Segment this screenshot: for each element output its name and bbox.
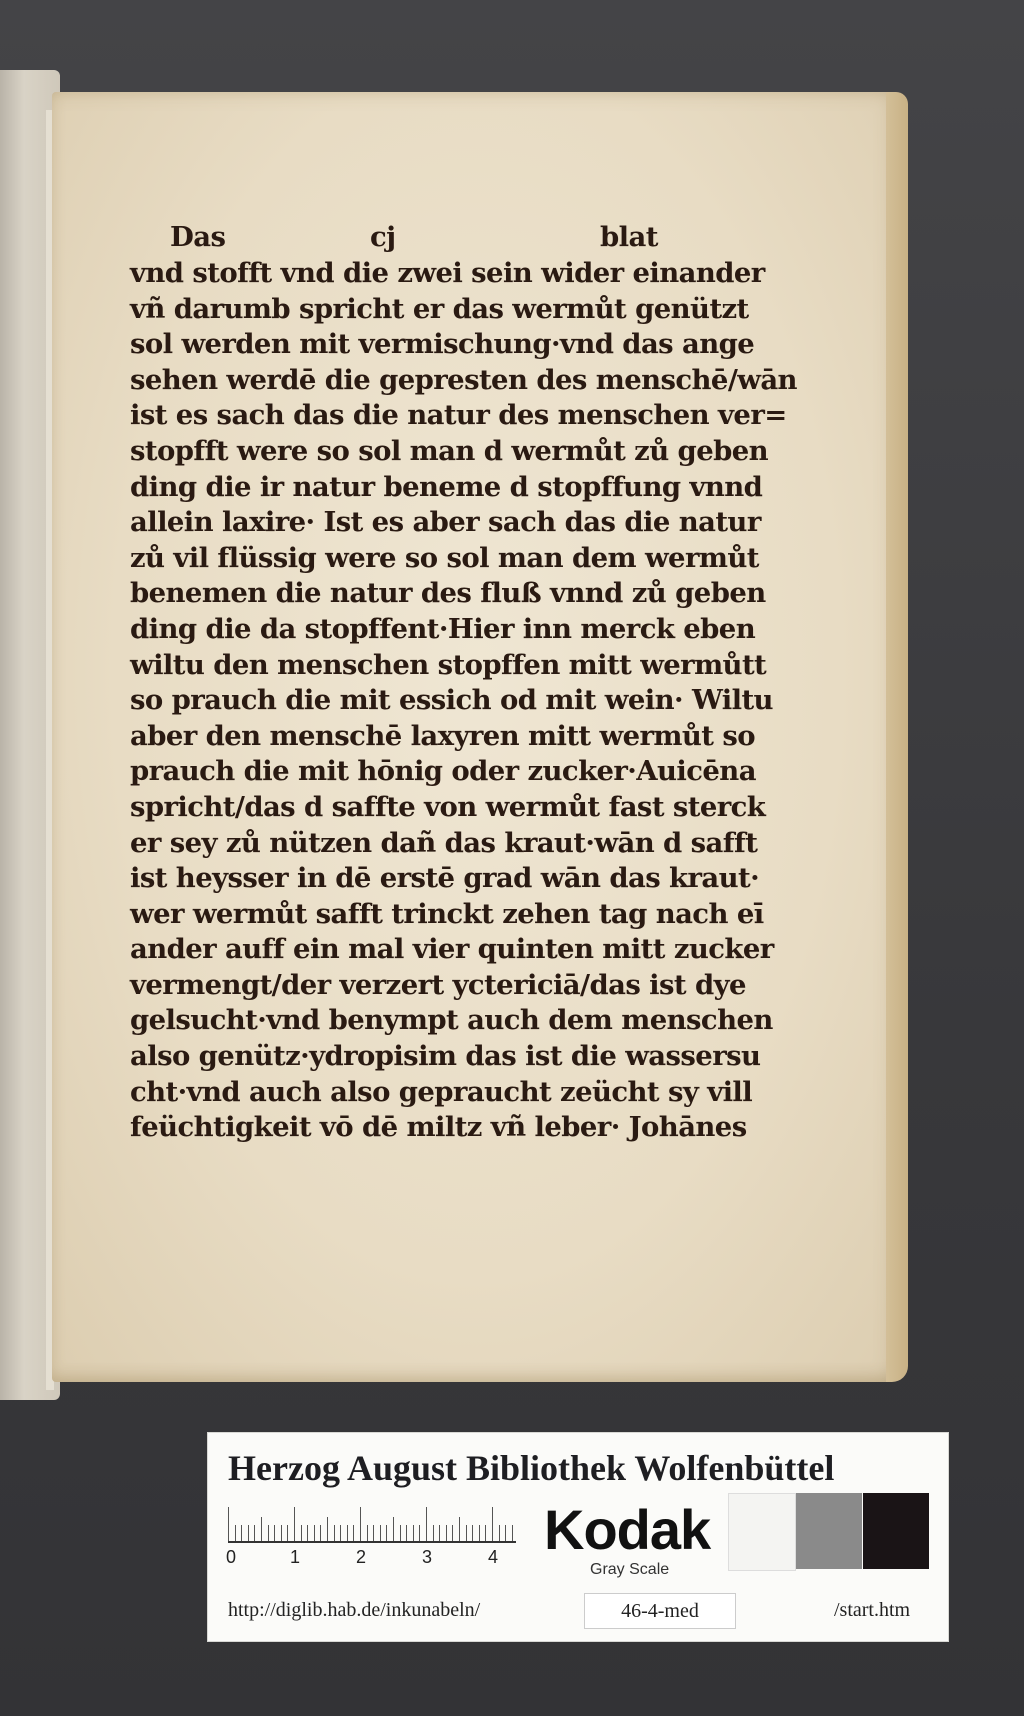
- text-line: allein laxire· Ist es aber sach das die natur: [130, 506, 761, 539]
- text-line: benemen die natur des fluß vnnd zů geben: [130, 577, 766, 610]
- text-line: cht·vnd auch also gepraucht zeücht sy vill: [130, 1075, 753, 1108]
- ruler-number: 3: [422, 1547, 433, 1567]
- ruler-tick: [380, 1525, 381, 1541]
- ruler-tick: [254, 1525, 255, 1541]
- folio-number: cj: [370, 221, 396, 253]
- page-text: [130, 220, 797, 1146]
- ruler-tick: [307, 1525, 308, 1541]
- ruler-number: 2: [356, 1547, 367, 1567]
- text-line: also genütz·ydropisim das ist die wassersu: [130, 1040, 761, 1073]
- ruler-tick: [459, 1517, 460, 1541]
- url-shelfmark: 46-4-med: [584, 1593, 736, 1629]
- text-line: feüchtigkeit vō dē miltz vñ leber· Johānes: [130, 1111, 747, 1144]
- ruler-tick: [472, 1525, 473, 1541]
- ruler-tick: [400, 1525, 401, 1541]
- text-line: ist es sach das die natur des menschen ver=: [130, 399, 787, 432]
- ruler-tick: [452, 1525, 453, 1541]
- white-swatch: [728, 1493, 796, 1571]
- ruler-tick: [314, 1525, 315, 1541]
- text-line: wer wermůt safft trinckt zehen tag nach eī: [130, 897, 764, 930]
- text-line: ist heysser in dē erstē grad wān das kraut·: [130, 862, 760, 895]
- header-left: Das: [170, 221, 226, 253]
- gray-swatch: [796, 1493, 862, 1569]
- text-line: so prauch die mit essich od mit wein· Wiltu: [130, 684, 773, 717]
- ruler-tick: [340, 1525, 341, 1541]
- text-line: gelsucht·vnd benympt auch dem menschen: [130, 1004, 773, 1037]
- gray-scale-label: Gray Scale: [590, 1561, 670, 1578]
- text-line: ding die ir natur beneme d stopffung vnnd: [130, 470, 763, 503]
- ruler-tick: [439, 1525, 440, 1541]
- ruler-tick: [241, 1525, 242, 1541]
- ruler-tick: [406, 1525, 407, 1541]
- ruler-tick: [386, 1525, 387, 1541]
- text-line: vñ darumb spricht er das wermůt genützt: [130, 292, 749, 325]
- kodak-logo: Kodak: [544, 1498, 711, 1561]
- ruler-tick: [413, 1525, 414, 1541]
- ruler-tick: [334, 1525, 335, 1541]
- ruler-tick: [485, 1525, 486, 1541]
- text-line: vnd stofft vnd die zwei sein wider einander: [130, 257, 765, 289]
- ruler-number: 0: [226, 1547, 237, 1567]
- book-page: [52, 92, 902, 1382]
- url-row: [208, 1593, 948, 1633]
- ruler-tick: [499, 1525, 500, 1541]
- text-line: aber den menschē laxyren mitt wermůt so: [130, 719, 755, 752]
- ruler-tick: [512, 1525, 513, 1541]
- ruler-tick: [287, 1525, 288, 1541]
- text-line: vermengt/der verzert yctericiā/das ist dye: [130, 968, 746, 1001]
- measurement-ruler: [228, 1507, 528, 1565]
- url-suffix: /start.htm: [834, 1599, 911, 1621]
- color-target-card: [207, 1432, 949, 1642]
- ruler-tick: [274, 1525, 275, 1541]
- ruler-tick: [419, 1525, 420, 1541]
- ruler-tick: [426, 1507, 427, 1541]
- ruler-tick: [373, 1525, 374, 1541]
- text-line: stopfft were so sol man d wermůt zů geben: [130, 434, 769, 467]
- ruler-number: 1: [290, 1547, 301, 1567]
- ruler-tick: [294, 1507, 295, 1541]
- ruler-tick: [466, 1525, 467, 1541]
- black-swatch: [863, 1493, 929, 1569]
- text-line: ander auff ein mal vier quinten mitt zucker: [130, 933, 774, 966]
- ruler-tick: [433, 1525, 434, 1541]
- text-line: er sey zů nützen dañ das kraut·wān d safft: [130, 826, 758, 859]
- ruler-tick: [367, 1525, 368, 1541]
- library-name: Herzog August Bibliothek Wolfenbüttel: [228, 1448, 835, 1488]
- text-line: zů vil flüssig were so sol man dem wermůt: [130, 541, 759, 574]
- ruler-tick: [281, 1525, 282, 1541]
- text-line: prauch die mit hōnig oder zucker·Auicēna: [130, 755, 756, 788]
- ruler-tick: [446, 1525, 447, 1541]
- ruler-tick: [393, 1517, 394, 1541]
- url-base: http://diglib.hab.de/inkunabeln/: [228, 1599, 481, 1621]
- ruler-tick: [327, 1517, 328, 1541]
- ruler-tick: [492, 1507, 493, 1541]
- text-line: sol werden mit vermischung·vnd das ange: [130, 328, 755, 361]
- ruler-baseline: [228, 1541, 516, 1543]
- text-line: sehen werdē die gepresten des menschē/wān: [130, 363, 797, 396]
- text-line: wiltu den menschen stopffen mitt wermůtt: [130, 648, 767, 681]
- ruler-tick: [320, 1525, 321, 1541]
- ruler-tick: [479, 1525, 480, 1541]
- text-line: ding die da stopffent·Hier inn merck eben: [130, 612, 756, 645]
- page-edge-curl: [886, 92, 908, 1382]
- ruler-tick: [228, 1507, 229, 1541]
- running-header: [130, 220, 750, 256]
- ruler-number: 4: [488, 1547, 499, 1567]
- ruler-tick: [248, 1525, 249, 1541]
- header-right: blat: [600, 221, 658, 253]
- ruler-tick: [235, 1525, 236, 1541]
- text-line: spricht/das d saffte von wermůt fast sterck: [130, 790, 766, 823]
- ruler-tick: [268, 1525, 269, 1541]
- ruler-tick: [353, 1525, 354, 1541]
- ruler-tick: [301, 1525, 302, 1541]
- ruler-tick: [360, 1507, 361, 1541]
- ruler-tick: [347, 1525, 348, 1541]
- ruler-tick: [261, 1517, 262, 1541]
- ruler-tick: [505, 1525, 506, 1541]
